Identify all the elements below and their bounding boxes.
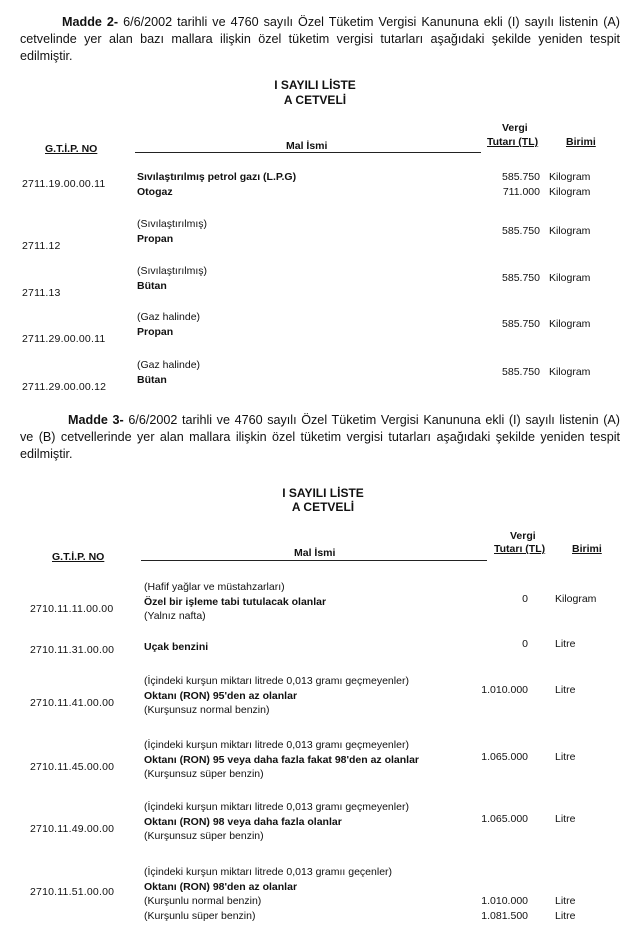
product-name-line: Propan bbox=[137, 232, 174, 245]
unit bbox=[555, 683, 575, 698]
unit-value: Kilogram bbox=[549, 318, 591, 331]
tax-amount bbox=[481, 812, 528, 827]
tax-amount bbox=[502, 317, 540, 332]
product-name bbox=[137, 217, 207, 246]
gtip-code: 2711.29.00.00.12 bbox=[22, 380, 107, 393]
section1-tax-header-line1: Vergi bbox=[502, 122, 528, 134]
section1-tax-header-line2: Tutarı (TL) bbox=[487, 136, 539, 148]
tax-amount bbox=[522, 592, 528, 607]
unit-value: Litre bbox=[555, 683, 576, 696]
tax-amount-value: 585.750 bbox=[502, 225, 540, 238]
product-name bbox=[137, 264, 207, 293]
tax-amount-value: 1.010.000 bbox=[481, 895, 528, 907]
unit bbox=[555, 592, 596, 607]
section2-paragraph bbox=[20, 412, 620, 463]
unit-value: Litre bbox=[555, 909, 576, 922]
tax-amount bbox=[502, 224, 540, 239]
product-name bbox=[144, 738, 419, 782]
section2-tax-header-line2: Tutarı (TL) bbox=[494, 543, 546, 555]
section1-unit-header: Birimi bbox=[566, 136, 596, 148]
tax-amount bbox=[481, 894, 528, 923]
tax-amount bbox=[481, 750, 528, 765]
product-name bbox=[144, 800, 409, 844]
gtip-code: 2711.19.00.00.11 bbox=[22, 178, 106, 191]
section1-header-rule bbox=[135, 152, 481, 153]
product-name-line: (Kurşunsuz süper benzin) bbox=[144, 768, 264, 780]
product-name-line: (Yalnız nafta) bbox=[144, 610, 206, 622]
product-name bbox=[144, 640, 208, 655]
product-name-line: (İçindeki kurşun miktarı litrede 0,013 gramıı geçenler) bbox=[144, 866, 393, 878]
unit-value: Litre bbox=[555, 812, 576, 825]
unit-value: Litre bbox=[555, 750, 576, 763]
product-name-line: (Sıvılaştırılmış) bbox=[137, 265, 207, 277]
gtip-code: 2710.11.51.00.00 bbox=[30, 886, 115, 899]
gtip-code: 2711.29.00.00.11 bbox=[22, 332, 106, 345]
tax-amount-value: 1.065.000 bbox=[481, 812, 528, 825]
tax-amount-value: 1.010.000 bbox=[481, 683, 528, 696]
gtip-code: 2710.11.45.00.00 bbox=[30, 760, 115, 773]
gtip-code: 2710.11.41.00.00 bbox=[30, 696, 115, 709]
tax-amount-value: 585.750 bbox=[502, 318, 540, 331]
unit-value: Kilogram bbox=[549, 171, 591, 183]
tax-amount-value: 585.750 bbox=[502, 366, 540, 379]
section2-header-rule bbox=[141, 560, 487, 561]
product-name-line: (Kurşunlu normal benzin) bbox=[144, 895, 262, 907]
unit-value: Kilogram bbox=[549, 185, 591, 198]
tax-amount-value: 0 bbox=[522, 592, 528, 605]
unit-value: Kilogram bbox=[555, 592, 597, 605]
product-name-line: (Kurşunlu süper benzin) bbox=[144, 909, 256, 922]
product-name bbox=[137, 170, 296, 199]
tax-amount-value: 1.065.000 bbox=[481, 750, 528, 763]
unit bbox=[549, 365, 590, 380]
product-name-line: Sıvılaştırılmış petrol gazı (L.P.G) bbox=[137, 171, 297, 183]
product-name-line: Bütan bbox=[137, 279, 167, 292]
product-name-line: Oktanı (RON) 95 veya daha fazla fakat 98'den az olanlar bbox=[144, 753, 420, 766]
unit bbox=[555, 750, 575, 765]
unit-value: Kilogram bbox=[549, 366, 591, 379]
product-name-line: (İçindeki kurşun miktarı litrede 0,013 gramı geçmeyenler) bbox=[144, 801, 409, 813]
tax-amount bbox=[481, 683, 528, 698]
section1-paragraph bbox=[20, 14, 620, 65]
product-name-line: (Gaz halinde) bbox=[137, 359, 201, 371]
gtip-code: 2711.13 bbox=[22, 286, 61, 299]
product-name-line: Oktanı (RON) 95'den az olanlar bbox=[144, 689, 298, 702]
product-name-line: (Kurşunsuz normal benzin) bbox=[144, 704, 270, 716]
product-name-line: Bütan bbox=[137, 373, 167, 386]
tax-amount-value: 585.750 bbox=[502, 171, 540, 183]
unit bbox=[549, 271, 590, 286]
product-name bbox=[144, 580, 326, 624]
section1-title-line1: I SAYILI LİSTE bbox=[274, 78, 356, 92]
product-name-line: Otogaz bbox=[137, 185, 173, 198]
tax-amount bbox=[502, 170, 540, 199]
product-name-line: (İçindeki kurşun miktarı litrede 0,013 gramı geçmeyenler) bbox=[144, 739, 409, 751]
unit-value: Litre bbox=[555, 638, 576, 651]
tax-amount-value: 711.000 bbox=[502, 185, 540, 198]
product-name-line: Oktanı (RON) 98'den az olanlar bbox=[144, 880, 298, 893]
section1-code-header: G.T.İ.P. NO bbox=[45, 143, 98, 155]
unit bbox=[555, 812, 575, 827]
gtip-code: 2711.12 bbox=[22, 239, 61, 252]
tax-amount bbox=[522, 637, 528, 652]
product-name-line: Oktanı (RON) 98 veya daha fazla olanlar bbox=[144, 815, 342, 828]
gtip-code: 2710.11.31.00.00 bbox=[30, 643, 115, 656]
unit-value: Kilogram bbox=[549, 225, 591, 238]
unit bbox=[555, 637, 575, 652]
unit bbox=[549, 224, 590, 239]
section1-name-header: Mal İsmi bbox=[286, 140, 328, 152]
section1-paragraph-text: 6/6/2002 tarihli ve 4760 sayılı Özel Tüketim Vergisi Kanununa ekli (I) sayılı listenin (A) cetvelinde yer alan bazı mallara ilişkin özel tüketim vergisi tutarları aşağıdaki şekilde yeniden tespit edilmiştir. bbox=[20, 15, 620, 63]
section2-name-header: Mal İsmi bbox=[294, 547, 336, 559]
section2-unit-header: Birimi bbox=[572, 543, 602, 555]
unit bbox=[549, 317, 590, 332]
section2-article-number: Madde 3- bbox=[68, 413, 124, 427]
product-name-line: (Gaz halinde) bbox=[137, 311, 201, 323]
product-name bbox=[144, 674, 409, 718]
section1-title-line2: A CETVELİ bbox=[283, 93, 347, 107]
unit bbox=[549, 170, 590, 199]
section2-title-line1: I SAYILI LİSTE bbox=[282, 486, 364, 500]
product-name bbox=[137, 310, 200, 339]
product-name-line: (Kurşunsuz süper benzin) bbox=[144, 830, 264, 842]
tax-amount-value: 585.750 bbox=[502, 272, 540, 285]
tax-amount-value: 0 bbox=[522, 638, 528, 651]
unit-value: Litre bbox=[555, 895, 576, 907]
section2-code-header: G.T.İ.P. NO bbox=[52, 551, 105, 563]
product-name bbox=[144, 865, 392, 923]
product-name-line: (İçindeki kurşun miktarı litrede 0,013 gramı geçmeyenler) bbox=[144, 675, 409, 687]
product-name bbox=[137, 358, 200, 387]
product-name-line: Uçak benzini bbox=[144, 641, 209, 653]
section1-article-number: Madde 2- bbox=[62, 15, 119, 29]
product-name-line: (Hafif yağlar ve müstahzarları) bbox=[144, 581, 285, 593]
gtip-code: 2710.11.11.00.00 bbox=[30, 602, 114, 615]
tax-amount bbox=[502, 271, 540, 286]
tax-amount bbox=[502, 365, 540, 380]
unit-value: Kilogram bbox=[549, 272, 591, 285]
unit bbox=[555, 894, 575, 923]
product-name-line: Propan bbox=[137, 325, 174, 338]
gtip-code: 2710.11.49.00.00 bbox=[30, 822, 115, 835]
product-name-line: Özel bir işleme tabi tutulacak olanlar bbox=[144, 595, 327, 608]
section2-title-line2: A CETVELİ bbox=[291, 500, 355, 514]
section2-tax-header-line1: Vergi bbox=[510, 530, 536, 542]
section2-paragraph-text: 6/6/2002 tarihli ve 4760 sayılı Özel Tüketim Vergisi Kanununa ekli (I) sayılı listenin (A) ve (B) cetvellerinde yer alan mallara ilişkin özel tüketim vergisi tutarları aşağıdaki şekilde yeniden tespit edilmiştir. bbox=[20, 413, 620, 461]
tax-amount-value: 1.081.500 bbox=[481, 909, 528, 922]
product-name-line: (Sıvılaştırılmış) bbox=[137, 218, 207, 230]
